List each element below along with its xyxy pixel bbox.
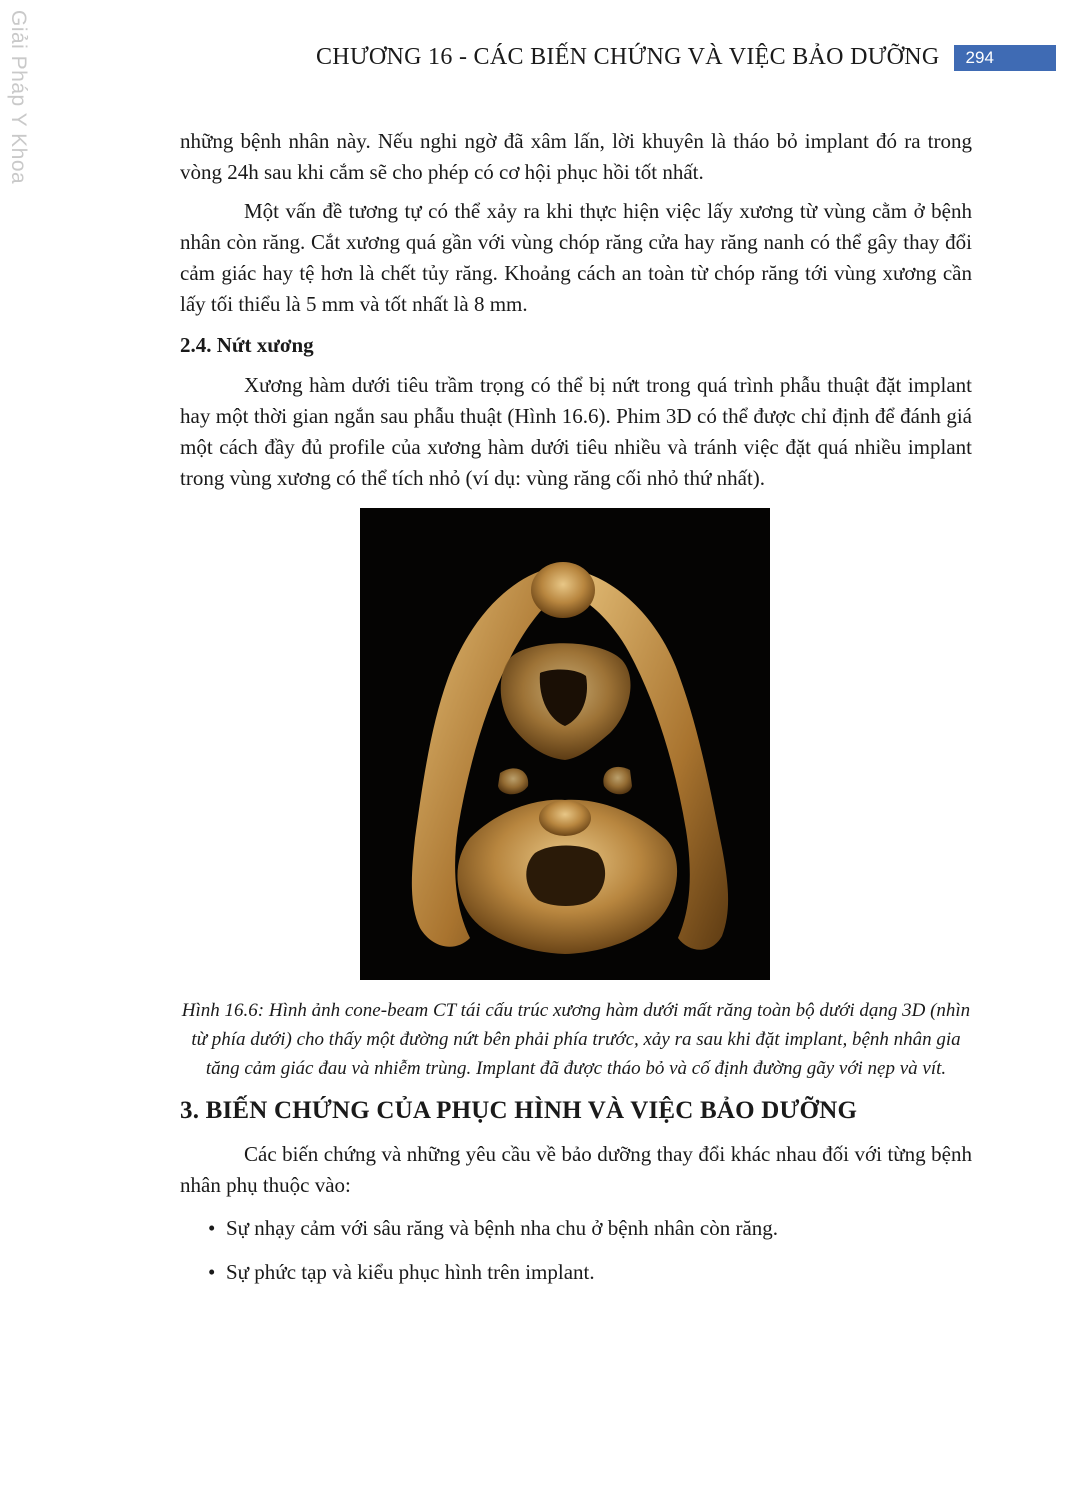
paragraph-2: Một vấn đề tương tự có thể xảy ra khi thực hiện việc lấy xương từ vùng cằm ở bệnh nhân còn răng. Cắt xương quá gần với vùng chóp răng cửa hay răng nanh có thể gây thay đổi cảm giác hay tệ hơn là chết tủy răng. Khoảng cách an toàn từ chóp răng tới vùng xương cần lấy tối thiểu là 5 mm và tốt nhất là 8 mm. <box>180 199 972 316</box>
mandible-3d-render <box>360 508 770 980</box>
page-header <box>316 44 1056 71</box>
bullet-icon: • <box>208 1216 216 1240</box>
paragraph-3: Xương hàm dưới tiêu trầm trọng có thể bị nứt trong quá trình phẫu thuật đặt implant hay một thời gian ngắn sau phẫu thuật (Hình 16.6). Phim 3D có thể được chỉ định để đánh giá một cách đầy đủ profile của xương hàm dưới tiêu nhiều và tránh việc đặt quá nhiều implant trong vùng xương có thể tích nhỏ (ví dụ: vùng răng cối nhỏ thứ nhất). <box>180 373 972 490</box>
list-item: • Sự phức tạp và kiểu phục hình trên implant. <box>226 1257 972 1288</box>
bullet-list <box>180 1213 972 1288</box>
ct-scan-figure <box>360 508 770 980</box>
bullet-icon: • <box>208 1260 216 1284</box>
paragraph-1: những bệnh nhân này. Nếu nghi ngờ đã xâm lấn, lời khuyên là tháo bỏ implant đó ra trong vòng 24h sau khi cắm sẽ cho phép có cơ hội phục hồi tốt nhất. <box>180 129 972 184</box>
figure-caption: Hình 16.6: Hình ảnh cone-beam CT tái cấu trúc xương hàm dưới mất răng toàn bộ dưới dạng 3D (nhìn từ phía dưới) cho thấy một đường nứt bên phải phía trước, xảy ra sau khi đặt implant, bệnh nhân gia tăng cảm giác đau và nhiễm trùng. Implant đã được tháo bỏ và cố định đường gãy với nẹp và vít. <box>181 1000 971 1079</box>
list-item: • Sự nhạy cảm với sâu răng và bệnh nha chu ở bệnh nhân còn răng. <box>226 1213 972 1244</box>
chapter-title: CHƯƠNG 16 - CÁC BIẾN CHỨNG VÀ VIỆC BẢO DƯỠNG <box>316 44 940 70</box>
page-content <box>180 126 972 1301</box>
paragraph-4: Các biến chứng và những yêu cầu về bảo dưỡng thay đổi khác nhau đối với từng bệnh nhân phụ thuộc vào: <box>180 1142 972 1197</box>
section-heading-2-4: 2.4. Nứt xương <box>180 333 314 357</box>
watermark-text: Giải Pháp Y Khoa <box>7 10 30 185</box>
page-number-badge: 294 <box>954 45 1056 71</box>
section-heading-3: 3. BIẾN CHỨNG CỦA PHỤC HÌNH VÀ VIỆC BẢO DƯỠNG <box>180 1097 858 1124</box>
